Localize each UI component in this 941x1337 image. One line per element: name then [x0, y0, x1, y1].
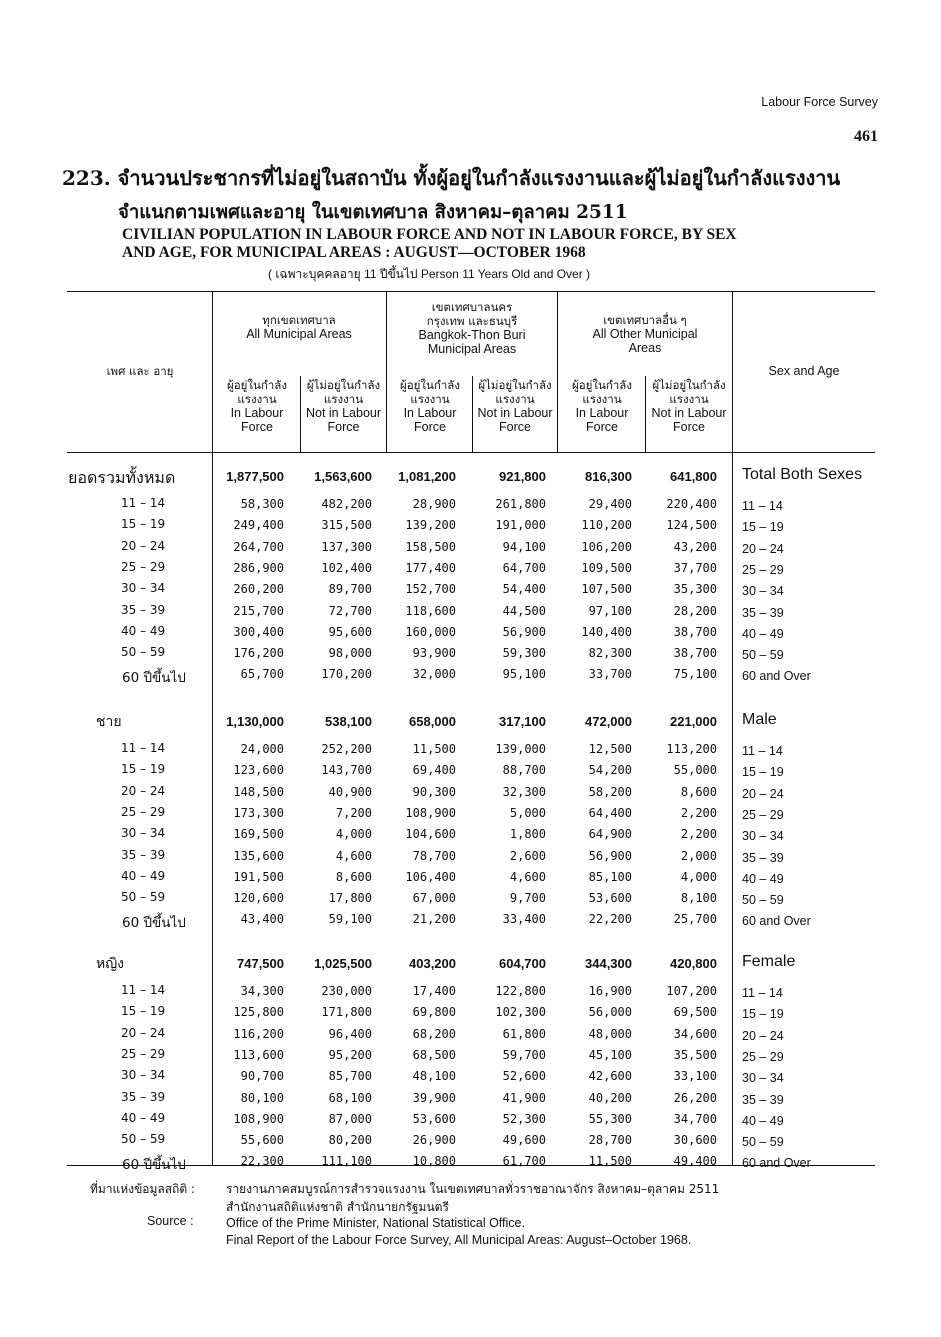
stub-header-english: Sex and Age — [768, 364, 840, 378]
table-cell: 106,200 — [581, 539, 632, 554]
table-cell: 94,100 — [502, 539, 546, 554]
table-cell: 177,400 — [405, 560, 456, 575]
table-cell: 29,400 — [588, 497, 632, 511]
age-label-english: 30 – 34 — [742, 1071, 784, 1086]
age-label-thai: 60 ปีขึ้นไป — [122, 670, 186, 687]
total-cell: 604,700 — [499, 956, 546, 971]
table-cell: 139,000 — [495, 742, 546, 756]
total-cell: 747,500 — [237, 956, 284, 971]
table-cell: 95,200 — [328, 1047, 372, 1062]
age-label-english: 15 – 19 — [742, 765, 784, 780]
age-label-english: 40 – 49 — [742, 871, 784, 886]
table-cell: 33,100 — [673, 1069, 717, 1084]
table-cell: 38,700 — [673, 624, 717, 639]
table-cell: 315,500 — [321, 518, 372, 533]
table-cell: 148,500 — [233, 784, 284, 799]
age-label-english: 11 – 14 — [742, 744, 783, 758]
age-label-thai: 11 – 14 — [121, 496, 166, 510]
table-cell: 22,300 — [240, 1154, 284, 1169]
table-cell: 111,100 — [321, 1154, 372, 1169]
table-cell: 88,700 — [502, 763, 546, 778]
subtitle: ( เฉพาะบุคคลอายุ 11 ปีขึ้นไป Person 11 Years Old and Over ) — [268, 267, 591, 281]
subheader-not-lf: ผู้ไม่อยู่ในกำลังแรงงาน Not in Labour Force — [651, 378, 727, 434]
section-label-thai: หญิง — [96, 956, 124, 972]
stub-header-thai: เพศ และ อายุ — [106, 364, 174, 378]
subheader-in-lf: ผู้อยู่ในกำลังแรงงาน In Labour Force — [400, 378, 460, 434]
group-header-other: เขตเทศบาลอื่น ๆ All Other Municipal Areas — [592, 313, 698, 355]
table-cell: 80,100 — [240, 1090, 284, 1105]
table-cell: 25,700 — [673, 912, 717, 927]
age-label-english: 20 – 24 — [742, 786, 784, 801]
age-label-english: 50 – 59 — [742, 893, 784, 908]
age-label-english: 35 – 39 — [742, 1092, 784, 1107]
table-cell: 169,500 — [233, 827, 284, 842]
table-cell: 1,800 — [509, 827, 546, 842]
age-label-thai: 11 – 14 — [121, 983, 166, 997]
title-thai-line1: 223. จำนวนประชากรที่ไม่อยู่ในสถาบัน ทั้งผู้อยู่ในกำลังแรงงานและผู้ไม่อยู่ในกำลังแรงงาน — [62, 166, 841, 190]
table-cell: 108,900 — [405, 805, 456, 820]
age-label-thai: 20 – 24 — [121, 1025, 166, 1040]
table-cell: 4,600 — [509, 869, 546, 884]
table-cell: 102,300 — [495, 1005, 546, 1020]
age-label-thai: 40 – 49 — [121, 868, 166, 883]
table-cell: 264,700 — [233, 539, 284, 554]
source-english-line2: Final Report of the Labour Force Survey, All Municipal Areas: August–October 1968. — [226, 1233, 692, 1247]
age-label-thai: 20 – 24 — [121, 783, 166, 798]
table-cell: 158,500 — [405, 539, 456, 554]
table-cell: 176,200 — [233, 646, 284, 661]
table-cell: 44,500 — [502, 603, 546, 618]
total-cell: 403,200 — [409, 956, 456, 971]
group-header-all: ทุกเขตเทศบาล All Municipal Areas — [246, 313, 352, 341]
age-label-english: 30 – 34 — [742, 584, 784, 599]
table-cell: 35,500 — [673, 1047, 717, 1062]
sexage-divider — [732, 292, 733, 1165]
table-cell: 87,000 — [328, 1111, 372, 1126]
table-cell: 39,900 — [412, 1090, 456, 1105]
table-cell: 72,700 — [328, 603, 372, 618]
table-cell: 93,900 — [412, 646, 456, 661]
table-cell: 68,100 — [328, 1090, 372, 1105]
table-cell: 191,000 — [495, 518, 546, 533]
table-cell: 40,900 — [328, 784, 372, 799]
table-cell: 96,400 — [328, 1026, 372, 1041]
table-cell: 80,200 — [328, 1133, 372, 1148]
age-label-english: 60 and Over — [742, 669, 811, 684]
table-cell: 2,600 — [509, 848, 546, 863]
table-cell: 108,900 — [233, 1111, 284, 1126]
table-cell: 11,500 — [588, 1154, 632, 1169]
title-thai-line2: จำแนกตามเพศและอายุ ในเขตเทศบาล สิงหาคม–ตุลาคม 2511 — [118, 202, 628, 223]
age-label-thai: 30 – 34 — [121, 1068, 166, 1083]
age-label-english: 30 – 34 — [742, 829, 784, 844]
total-cell: 658,000 — [409, 714, 456, 729]
table-cell: 61,700 — [502, 1154, 546, 1169]
table-cell: 32,000 — [412, 667, 456, 682]
table-cell: 56,900 — [502, 624, 546, 639]
table-cell: 249,400 — [233, 518, 284, 533]
age-label-english: 15 – 19 — [742, 1007, 784, 1022]
table-cell: 113,200 — [666, 742, 717, 756]
table-cell: 54,200 — [588, 763, 632, 778]
table-cell: 67,000 — [412, 891, 456, 906]
age-label-thai: 25 – 29 — [121, 1046, 166, 1061]
total-cell: 1,563,600 — [314, 469, 372, 484]
table-cell: 90,700 — [240, 1069, 284, 1084]
age-label-english: 60 and Over — [742, 1156, 811, 1171]
table-cell: 110,200 — [581, 518, 632, 533]
table-cell: 64,900 — [588, 827, 632, 842]
table-cell: 12,500 — [588, 742, 632, 756]
table-cell: 69,500 — [673, 1005, 717, 1020]
table-cell: 107,200 — [666, 984, 717, 998]
table-cell: 139,200 — [405, 518, 456, 533]
table-cell: 113,600 — [233, 1047, 284, 1062]
age-label-thai: 35 – 39 — [121, 602, 166, 617]
title-english-line2: AND AGE, FOR MUNICIPAL AREAS : AUGUST—OCTOBER 1968 — [122, 244, 586, 261]
total-cell: 472,000 — [585, 714, 632, 729]
total-cell: 344,300 — [585, 956, 632, 971]
total-cell: 221,000 — [670, 714, 717, 729]
table-cell: 34,600 — [673, 1026, 717, 1041]
table-cell: 32,300 — [502, 784, 546, 799]
table-cell: 118,600 — [405, 603, 456, 618]
table-cell: 69,800 — [412, 1005, 456, 1020]
table-cell: 90,300 — [412, 784, 456, 799]
age-label-thai: 35 – 39 — [121, 1089, 166, 1104]
subheader-not-lf: ผู้ไม่อยู่ในกำลังแรงงาน Not in Labour Force — [305, 378, 382, 434]
section-label-thai: ชาย — [96, 714, 122, 730]
table-cell: 59,100 — [328, 912, 372, 927]
age-label-thai: 20 – 24 — [121, 538, 166, 553]
table-cell: 82,300 — [588, 646, 632, 661]
age-label-thai: 40 – 49 — [121, 1110, 166, 1125]
table-cell: 10,800 — [412, 1154, 456, 1169]
table-cell: 125,800 — [233, 1005, 284, 1020]
header-bottom-rule — [67, 452, 875, 453]
age-label-thai: 50 – 59 — [121, 645, 166, 660]
table-cell: 16,900 — [588, 984, 632, 998]
table-cell: 8,600 — [335, 869, 372, 884]
table-cell: 22,200 — [588, 912, 632, 927]
table-cell: 85,100 — [588, 869, 632, 884]
table-cell: 123,600 — [233, 763, 284, 778]
subheader-in-lf: ผู้อยู่ในกำลังแรงงาน In Labour Force — [227, 378, 287, 434]
table-cell: 45,100 — [588, 1047, 632, 1062]
table-cell: 64,400 — [588, 805, 632, 820]
table-cell: 40,200 — [588, 1090, 632, 1105]
age-label-english: 40 – 49 — [742, 626, 784, 641]
age-label-english: 25 – 29 — [742, 807, 784, 822]
age-label-english: 35 – 39 — [742, 605, 784, 620]
table-cell: 89,700 — [328, 582, 372, 597]
section-label-thai: ยอดรวมทั้งหมด — [68, 468, 176, 487]
table-cell: 95,600 — [328, 624, 372, 639]
table-cell: 43,200 — [673, 539, 717, 554]
section-label-english: Male — [742, 711, 777, 728]
table-cell: 122,800 — [495, 984, 546, 998]
age-label-thai: 25 – 29 — [121, 804, 166, 819]
total-cell: 921,800 — [499, 469, 546, 484]
source-label-english: Source : — [147, 1214, 194, 1228]
table-cell: 215,700 — [233, 603, 284, 618]
table-cell: 17,400 — [412, 984, 456, 998]
total-cell: 538,100 — [325, 714, 372, 729]
age-label-thai: 60 ปีขึ้นไป — [122, 1157, 186, 1174]
table-cell: 28,200 — [673, 603, 717, 618]
table-cell: 106,400 — [405, 869, 456, 884]
table-cell: 56,900 — [588, 848, 632, 863]
total-cell: 317,100 — [499, 714, 546, 729]
table-cell: 38,700 — [673, 646, 717, 661]
table-cell: 26,900 — [412, 1133, 456, 1148]
table-cell: 52,300 — [502, 1111, 546, 1126]
age-label-english: 50 – 59 — [742, 648, 784, 663]
table-cell: 5,000 — [509, 805, 546, 820]
age-label-english: 25 – 29 — [742, 562, 784, 577]
table-cell: 48,000 — [588, 1026, 632, 1041]
title-english-line1: CIVILIAN POPULATION IN LABOUR FORCE AND NOT IN LABOUR FORCE, BY SEX — [122, 226, 737, 243]
table-cell: 30,600 — [673, 1133, 717, 1148]
age-label-thai: 35 – 39 — [121, 847, 166, 862]
table-cell: 28,900 — [412, 497, 456, 511]
total-cell: 420,800 — [670, 956, 717, 971]
table-cell: 104,600 — [405, 827, 456, 842]
table-cell: 54,400 — [502, 582, 546, 597]
table-cell: 33,700 — [588, 667, 632, 682]
table-cell: 17,800 — [328, 891, 372, 906]
table-cell: 482,200 — [321, 497, 372, 511]
table-cell: 34,300 — [240, 984, 284, 998]
table-cell: 56,000 — [588, 1005, 632, 1020]
table-cell: 68,500 — [412, 1047, 456, 1062]
age-label-thai: 15 – 19 — [121, 517, 166, 532]
table-cell: 300,400 — [233, 624, 284, 639]
table-cell: 2,000 — [680, 848, 717, 863]
running-title: Labour Force Survey — [761, 95, 878, 109]
table-cell: 59,300 — [502, 646, 546, 661]
group-divider — [386, 292, 387, 453]
table-cell: 53,600 — [412, 1111, 456, 1126]
table-cell: 52,600 — [502, 1069, 546, 1084]
table-cell: 102,400 — [321, 560, 372, 575]
table-cell: 137,300 — [321, 539, 372, 554]
table-cell: 78,700 — [412, 848, 456, 863]
age-label-thai: 50 – 59 — [121, 890, 166, 905]
group-header-bangkok: เขตเทศบาลนครกรุงเทพ และธนบุรี Bangkok-Thon Buri Municipal Areas — [418, 300, 526, 356]
table-cell: 34,700 — [673, 1111, 717, 1126]
source-label-thai: ที่มาแห่งข้อมูลสถิติ : — [90, 1182, 195, 1196]
table-cell: 286,900 — [233, 560, 284, 575]
table-cell: 37,700 — [673, 560, 717, 575]
age-label-thai: 15 – 19 — [121, 762, 166, 777]
table-cell: 230,000 — [321, 984, 372, 998]
table-cell: 26,200 — [673, 1090, 717, 1105]
table-cell: 120,600 — [233, 891, 284, 906]
age-label-english: 15 – 19 — [742, 520, 784, 535]
table-cell: 252,200 — [321, 742, 372, 756]
table-cell: 58,200 — [588, 784, 632, 799]
source-thai-line1: รายงานภาคสมบูรณ์การสำรวจแรงงาน ในเขตเทศบาลทั่วราชอาณาจักร สิงหาคม–ตุลาคม 2511 — [226, 1182, 720, 1196]
group-divider — [557, 292, 558, 453]
table-cell: 260,200 — [233, 582, 284, 597]
table-cell: 109,500 — [581, 560, 632, 575]
table-cell: 170,200 — [321, 667, 372, 682]
table-cell: 28,700 — [588, 1133, 632, 1148]
table-cell: 4,000 — [680, 869, 717, 884]
age-label-thai: 25 – 29 — [121, 559, 166, 574]
table-cell: 49,600 — [502, 1133, 546, 1148]
table-cell: 98,000 — [328, 646, 372, 661]
table-cell: 75,100 — [673, 667, 717, 682]
table-cell: 11,500 — [412, 742, 456, 756]
table-cell: 21,200 — [412, 912, 456, 927]
table-cell: 55,000 — [673, 763, 717, 778]
source-thai-line2: สำนักงานสถิติแห่งชาติ สำนักนายกรัฐมนตรี — [226, 1200, 449, 1214]
table-cell: 43,400 — [240, 912, 284, 927]
table-cell: 53,600 — [588, 891, 632, 906]
age-label-thai: 30 – 34 — [121, 581, 166, 596]
table-cell: 95,100 — [502, 667, 546, 682]
age-label-english: 35 – 39 — [742, 850, 784, 865]
table-cell: 58,300 — [240, 497, 284, 511]
subheader-in-lf: ผู้อยู่ในกำลังแรงงาน In Labour Force — [572, 378, 632, 434]
table-cell: 85,700 — [328, 1069, 372, 1084]
age-label-english: 60 and Over — [742, 914, 811, 929]
table-cell: 261,800 — [495, 497, 546, 511]
age-label-thai: 50 – 59 — [121, 1132, 166, 1147]
total-cell: 1,130,000 — [226, 714, 284, 729]
table-cell: 55,300 — [588, 1111, 632, 1126]
table-cell: 64,700 — [502, 560, 546, 575]
total-cell: 1,025,500 — [314, 956, 372, 971]
total-cell: 1,877,500 — [226, 469, 284, 484]
table-cell: 171,800 — [321, 1005, 372, 1020]
table-cell: 107,500 — [581, 582, 632, 597]
table-cell: 8,100 — [680, 891, 717, 906]
table-cell: 7,200 — [335, 805, 372, 820]
table-cell: 9,700 — [509, 891, 546, 906]
table-cell: 4,600 — [335, 848, 372, 863]
age-label-thai: 15 – 19 — [121, 1004, 166, 1019]
table-cell: 140,400 — [581, 624, 632, 639]
age-label-english: 11 – 14 — [742, 499, 783, 513]
table-cell: 24,000 — [240, 742, 284, 756]
table-cell: 42,600 — [588, 1069, 632, 1084]
table-cell: 124,500 — [666, 518, 717, 533]
age-label-thai: 60 ปีขึ้นไป — [122, 915, 186, 932]
age-label-english: 11 – 14 — [742, 986, 783, 1000]
age-label-thai: 11 – 14 — [121, 741, 166, 755]
table-cell: 2,200 — [680, 805, 717, 820]
table-cell: 61,800 — [502, 1026, 546, 1041]
section-label-english: Total Both Sexes — [742, 466, 863, 483]
age-label-english: 25 – 29 — [742, 1049, 784, 1064]
table-cell: 143,700 — [321, 763, 372, 778]
table-cell: 8,600 — [680, 784, 717, 799]
total-cell: 641,800 — [670, 469, 717, 484]
table-cell: 35,300 — [673, 582, 717, 597]
table-cell: 2,200 — [680, 827, 717, 842]
table-cell: 68,200 — [412, 1026, 456, 1041]
total-cell: 1,081,200 — [398, 469, 456, 484]
page-number: 461 — [854, 128, 878, 145]
table-cell: 48,100 — [412, 1069, 456, 1084]
subheader-not-lf: ผู้ไม่อยู่ในกำลังแรงงาน Not in Labour Force — [477, 378, 553, 434]
age-label-english: 20 – 24 — [742, 1028, 784, 1043]
section-label-english: Female — [742, 953, 796, 970]
table-cell: 97,100 — [588, 603, 632, 618]
age-label-thai: 30 – 34 — [121, 826, 166, 841]
table-cell: 33,400 — [502, 912, 546, 927]
table-cell: 173,300 — [233, 805, 284, 820]
table-cell: 4,000 — [335, 827, 372, 842]
table-cell: 55,600 — [240, 1133, 284, 1148]
table-cell: 191,500 — [233, 869, 284, 884]
table-cell: 152,700 — [405, 582, 456, 597]
table-cell: 160,000 — [405, 624, 456, 639]
age-label-thai: 40 – 49 — [121, 623, 166, 638]
table-cell: 59,700 — [502, 1047, 546, 1062]
table-cell: 220,400 — [666, 497, 717, 511]
total-cell: 816,300 — [585, 469, 632, 484]
table-cell: 49,400 — [673, 1154, 717, 1169]
age-label-english: 20 – 24 — [742, 541, 784, 556]
source-english-line1: Office of the Prime Minister, National Statistical Office. — [226, 1216, 525, 1230]
age-label-english: 50 – 59 — [742, 1135, 784, 1150]
age-label-english: 40 – 49 — [742, 1113, 784, 1128]
table-cell: 135,600 — [233, 848, 284, 863]
table-cell: 69,400 — [412, 763, 456, 778]
table-top-rule — [67, 291, 875, 292]
table-cell: 41,900 — [502, 1090, 546, 1105]
table-cell: 116,200 — [233, 1026, 284, 1041]
table-cell: 65,700 — [240, 667, 284, 682]
